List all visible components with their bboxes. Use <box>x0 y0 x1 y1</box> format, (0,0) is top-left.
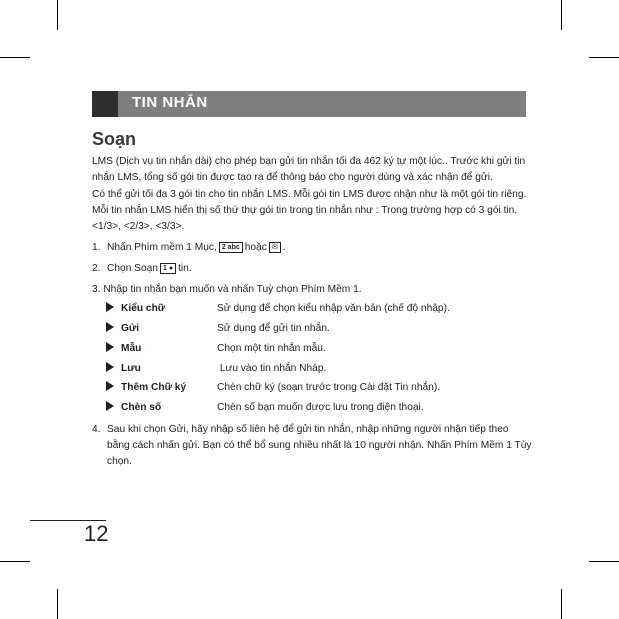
option-desc: Sử dụng để gửi tin nhắn. <box>217 323 330 334</box>
step-text: Chọn Soạn <box>107 263 158 274</box>
step-2 <box>107 261 192 277</box>
step-3: 3. Nhập tin nhắn bạn muốn và nhấn Tuỳ chọn Phím Mềm 1. <box>92 284 362 295</box>
crop-mark <box>561 589 562 619</box>
triangle-bullet-icon <box>106 342 114 352</box>
option-label: Chèn số <box>121 402 162 413</box>
triangle-bullet-icon <box>106 362 114 372</box>
triangle-bullet-icon <box>106 401 114 411</box>
crop-mark <box>57 589 58 619</box>
chapter-title: TIN NHẮN <box>132 94 208 111</box>
step-4-line: Sau khi chọn Gửi, hãy nhập số liên hệ để gửi tin nhắn, nhập những người nhận tiếp theo <box>107 424 509 435</box>
crop-mark <box>589 561 619 562</box>
intro-line: Có thể gửi tối đa 3 gói tin cho tin nhắn LMS. Mỗi gói tin LMS được nhận như là một gói tin riêng. <box>92 189 527 200</box>
triangle-bullet-icon <box>106 302 114 312</box>
step-number: 4. <box>92 424 101 435</box>
crop-mark <box>561 0 562 30</box>
option-desc: Sử dụng để chọn kiểu nhập văn bản (chế độ nhập). <box>217 303 450 314</box>
intro-line: LMS (Dịch vụ tin nhắn dài) cho phép bạn gửi tin nhắn tối đa 462 ký tự một lúc.. Trước khi gửi tin <box>92 156 526 167</box>
option-desc: Chèn số bạn muốn được lưu trong điện thoại. <box>217 402 424 413</box>
crop-mark <box>0 561 30 562</box>
crop-mark <box>57 0 58 30</box>
option-desc: Chọn một tin nhắn mẫu. <box>217 343 326 354</box>
option-row <box>106 380 440 396</box>
option-label: Thêm Chữ ký <box>121 382 187 393</box>
step-1 <box>107 240 286 256</box>
option-row <box>106 301 450 317</box>
key-2-icon: 2 abc <box>219 242 243 253</box>
intro-line: nhắn LMS, tổng số gói tin được tạo ra để thông báo cho người dùng và xác nhận để gửi. <box>92 172 493 183</box>
triangle-bullet-icon <box>106 381 114 391</box>
step-number: 2. <box>92 263 101 274</box>
option-row <box>106 400 424 416</box>
step-4-line: chọn. <box>107 456 132 467</box>
step-text: tin. <box>178 263 192 274</box>
option-row <box>106 341 326 357</box>
option-label: Lưu <box>121 363 141 374</box>
message-key-icon: ✉ <box>269 242 281 253</box>
option-row <box>106 321 330 337</box>
option-desc: Lưu vào tin nhắn Nháp. <box>217 363 327 374</box>
step-number: 1. <box>92 242 101 253</box>
crop-mark <box>589 57 619 58</box>
intro-line: Mỗi tin nhắn LMS hiển thị số thứ thự gói tin trong tin nhắn như : Trong trường hợp có 3 gói tin, <box>92 205 518 216</box>
step-text: . <box>282 242 286 253</box>
step-4-line: bằng cách nhấn gửi. Bạn có thể bổ sung nhiều nhất là 10 người nhận. Nhấn Phím Mềm 1 Tùy <box>107 440 532 451</box>
option-label: Gửi <box>121 323 140 334</box>
option-row <box>106 361 326 377</box>
step-text: hoặc <box>244 242 267 253</box>
option-label: Mẫu <box>121 343 142 354</box>
intro-line: <1/3>, <2/3>, <3/3>. <box>92 221 185 232</box>
crop-mark <box>0 57 30 58</box>
step-text: Nhấn Phím mềm 1 Mục, <box>107 242 217 253</box>
option-label: Kiểu chữ <box>121 303 166 314</box>
key-1-icon: 1 ● <box>160 263 176 274</box>
option-desc: Chèn chữ ký (soạn trước trong Cài đặt Tin nhắn). <box>217 382 441 393</box>
triangle-bullet-icon <box>106 322 114 332</box>
header-marker <box>92 91 118 117</box>
section-title: Soạn <box>92 129 137 149</box>
page-number: 12 <box>84 521 109 546</box>
